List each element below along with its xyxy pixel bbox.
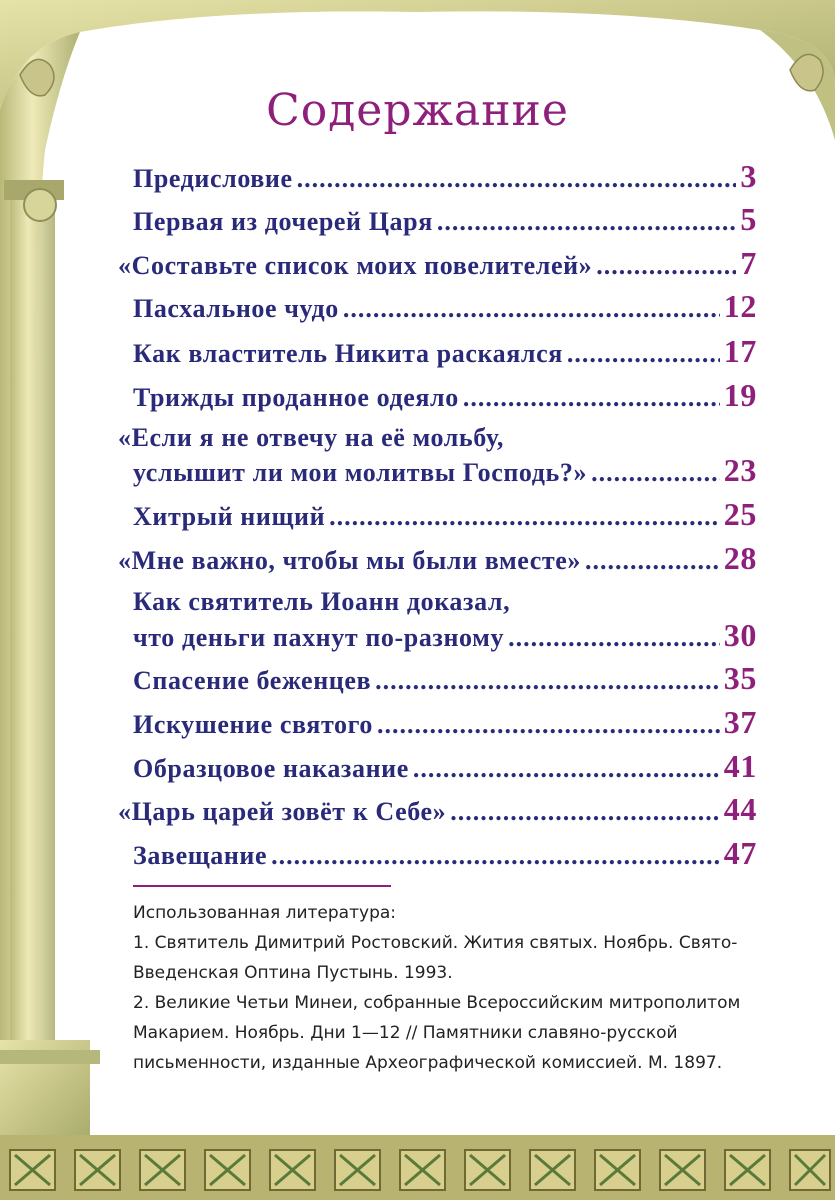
toc-leader-dots bbox=[508, 623, 720, 653]
toc-leader-dots bbox=[377, 710, 720, 740]
toc-entry[interactable] bbox=[133, 660, 757, 697]
contents-heading: Содержание bbox=[266, 85, 569, 136]
toc-entry-title: что деньги пахнут по-разному bbox=[133, 623, 505, 652]
toc-entry-title: Как властитель Никита раскаялся bbox=[133, 339, 563, 368]
toc-entry-title: Спасение беженцев bbox=[133, 666, 372, 695]
toc-entry-title: Завещание bbox=[133, 841, 268, 870]
toc-leader-dots bbox=[450, 797, 720, 827]
toc-entry-title: «Составьте список моих повелителей» bbox=[118, 251, 593, 280]
toc-entry-page: 5 bbox=[740, 201, 757, 237]
toc-entry-title: Пасхальное чудо bbox=[133, 294, 339, 323]
toc-entry-title: «Мне важно, чтобы мы были вместе» bbox=[118, 546, 582, 575]
toc-entry-page: 17 bbox=[723, 333, 757, 369]
toc-leader-dots bbox=[591, 458, 720, 488]
toc-leader-dots bbox=[413, 754, 720, 784]
toc-leader-dots bbox=[567, 339, 720, 369]
toc-entry[interactable] bbox=[118, 791, 757, 828]
toc-entry-page: 7 bbox=[740, 245, 757, 281]
toc-entry[interactable] bbox=[133, 288, 757, 325]
toc-entry-page: 28 bbox=[723, 540, 757, 576]
toc-leader-dots bbox=[437, 207, 737, 237]
toc-entry-page: 47 bbox=[723, 835, 757, 871]
toc-leader-dots bbox=[463, 383, 720, 413]
toc-entry[interactable] bbox=[118, 245, 757, 282]
toc-entry-title: Образцовое наказание bbox=[133, 754, 409, 783]
toc-entry[interactable] bbox=[133, 704, 757, 741]
toc-entry-title-line1: «Если я не отвечу на её мольбу, bbox=[118, 423, 504, 452]
literature-heading: Использованная литература: bbox=[133, 903, 397, 923]
toc-entry-title: услышит ли мои молитвы Господь?» bbox=[133, 458, 588, 487]
toc-entry[interactable] bbox=[133, 452, 757, 489]
literature-item: 2. Великие Четьи Минеи, собранные Всероссийским митрополитом Макарием. Ноябрь. Дни 1—12 // Памятники славяно-русской письменности, изданные Археографической комиссией. М. 1897. bbox=[133, 993, 741, 1073]
toc-entry-title: «Царь царей зовёт к Себе» bbox=[118, 797, 447, 826]
toc-entry-page: 3 bbox=[740, 158, 757, 194]
toc-entry[interactable] bbox=[133, 617, 757, 654]
toc-entry-page: 12 bbox=[723, 288, 757, 324]
toc-entry-page: 30 bbox=[723, 617, 757, 653]
toc-leader-dots bbox=[375, 666, 720, 696]
toc-entry-page: 41 bbox=[723, 748, 757, 784]
toc-entry[interactable] bbox=[133, 496, 757, 533]
toc-entry-title: Первая из дочерей Царя bbox=[133, 207, 433, 236]
toc-leader-dots bbox=[585, 546, 720, 576]
toc-entry[interactable] bbox=[133, 748, 757, 785]
toc-entry-title: Предисловие bbox=[133, 164, 293, 193]
toc-leader-dots bbox=[271, 841, 720, 871]
divider-rule bbox=[133, 885, 391, 887]
toc-entry-title: Хитрый нищий bbox=[133, 502, 326, 531]
toc-leader-dots bbox=[343, 294, 720, 324]
toc-entry-page: 25 bbox=[723, 496, 757, 532]
toc-entry-page: 37 bbox=[723, 704, 757, 740]
toc-entry[interactable] bbox=[133, 201, 757, 238]
toc-entry-title: Искушение святого bbox=[133, 710, 373, 739]
toc-entry-page: 44 bbox=[723, 791, 757, 827]
toc-entry-title: Трижды проданное одеяло bbox=[133, 383, 459, 412]
toc-entry-page: 23 bbox=[723, 452, 757, 488]
toc-leader-dots bbox=[596, 251, 736, 281]
toc-entry[interactable] bbox=[133, 158, 757, 195]
toc-entry[interactable] bbox=[118, 540, 757, 577]
toc-leader-dots bbox=[297, 164, 737, 194]
toc-entry-page: 19 bbox=[723, 377, 757, 413]
toc-entry[interactable] bbox=[133, 377, 757, 414]
toc-entry[interactable] bbox=[133, 835, 757, 872]
toc-entry-page: 35 bbox=[723, 660, 757, 696]
toc-leader-dots bbox=[329, 502, 720, 532]
toc-entry-title-line1: Как святитель Иоанн доказал, bbox=[133, 587, 511, 616]
toc-entry[interactable] bbox=[133, 333, 757, 370]
literature-item: 1. Святитель Димитрий Ростовский. Жития святых. Ноябрь. Свято-Введенская Оптина Пустынь. 1993. bbox=[133, 933, 738, 983]
